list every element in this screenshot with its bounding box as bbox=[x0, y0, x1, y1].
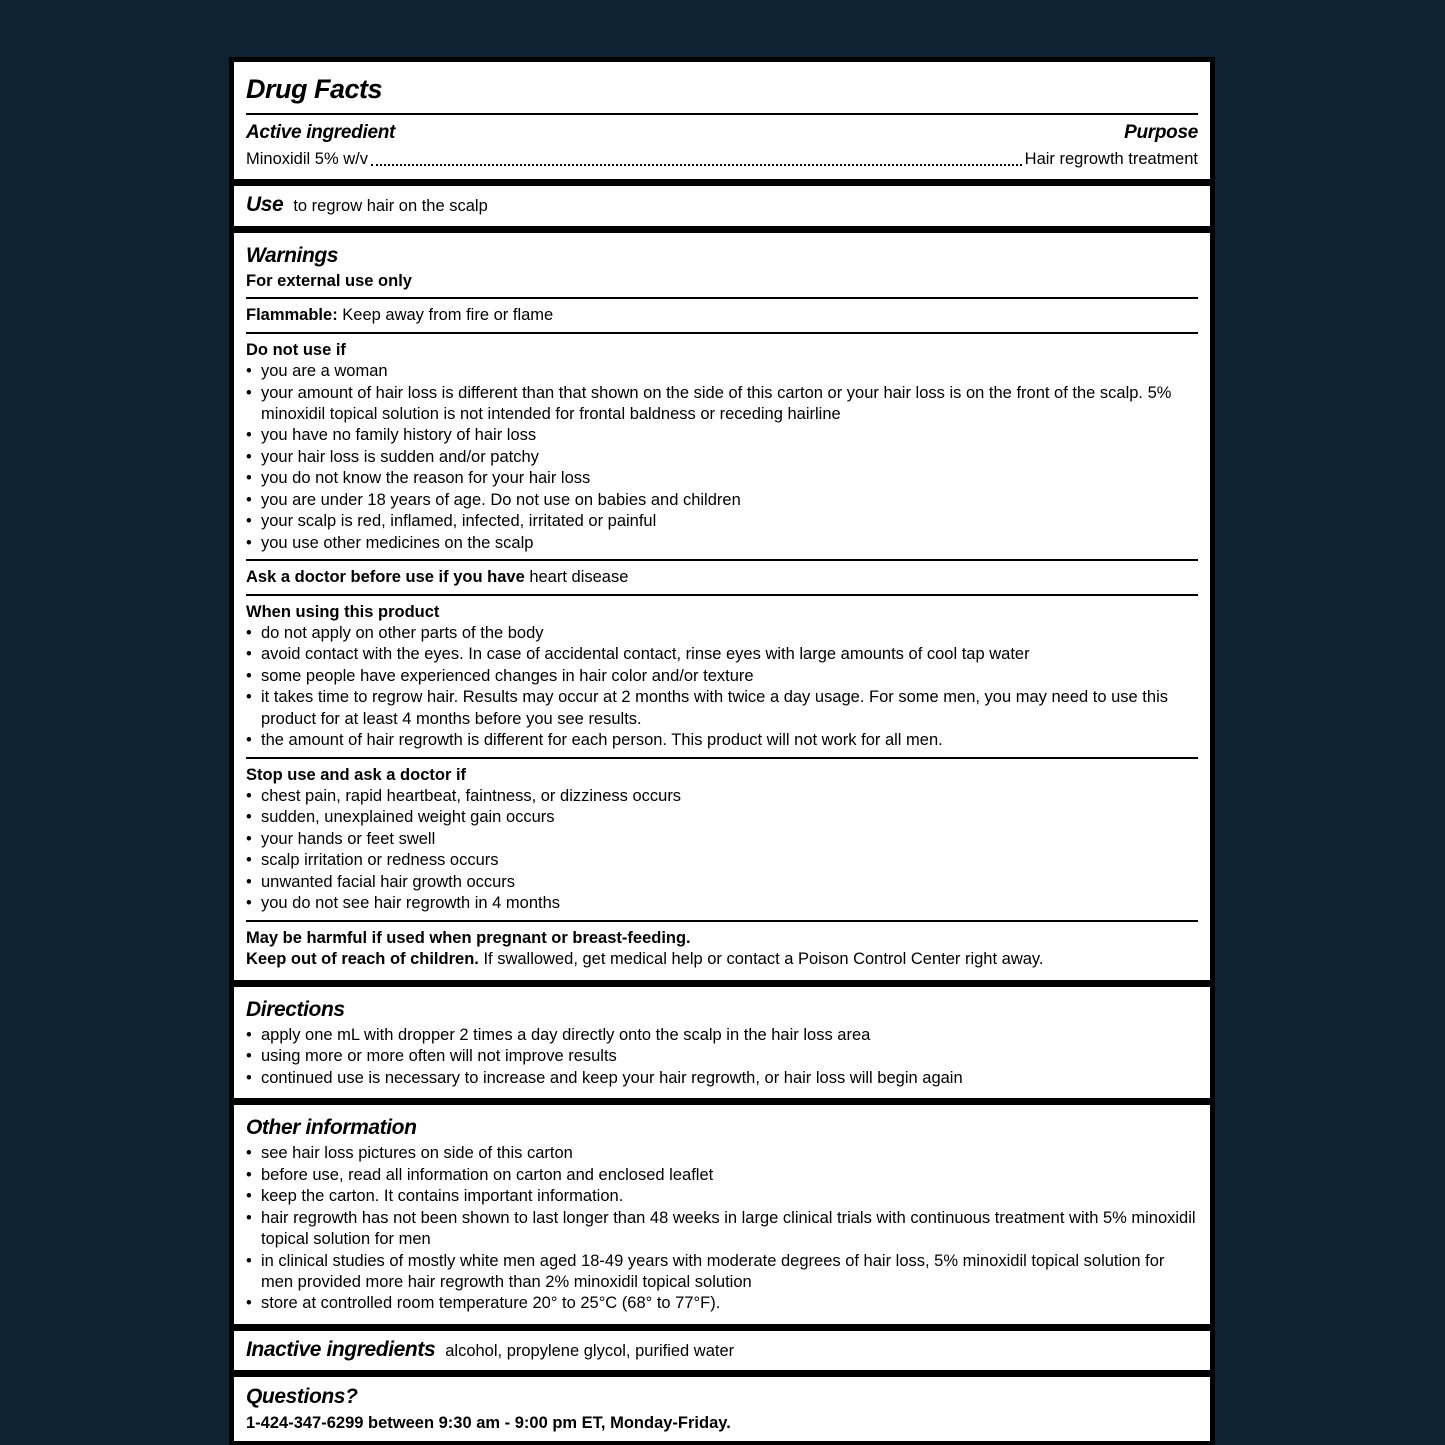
bullet-icon: • bbox=[246, 666, 252, 685]
bullet-text: do not apply on other parts of the body bbox=[261, 623, 544, 642]
bullet-text: apply one mL with dropper 2 times a day directly onto the scalp in the hair loss area bbox=[261, 1025, 871, 1044]
bullet-item bbox=[246, 447, 1198, 468]
flammable-text: Keep away from fire or flame bbox=[337, 306, 554, 325]
use-heading: Use bbox=[246, 193, 284, 217]
keep-out-text: If swallowed, get medical help or contact a Poison Control Center right away. bbox=[478, 950, 1044, 969]
bullet-icon: • bbox=[246, 447, 252, 466]
bullet-item bbox=[246, 786, 1198, 807]
bullet-text: you do not know the reason for your hair loss bbox=[261, 469, 591, 488]
questions-phone-line: 1-424-347-6299 between 9:30 am - 9:00 pm ET, Monday-Friday. bbox=[246, 1413, 731, 1432]
bullet-icon: • bbox=[246, 1294, 252, 1313]
bullet-icon: • bbox=[246, 533, 252, 552]
divider bbox=[246, 559, 1198, 561]
bullet-text: sudden, unexplained weight gain occurs bbox=[261, 808, 555, 827]
inactive-ingredients-text: alcohol, propylene glycol, purified water bbox=[445, 1341, 735, 1360]
flammable-label: Flammable: bbox=[246, 306, 338, 325]
questions-heading: Questions? bbox=[246, 1385, 358, 1409]
bullet-text: hair regrowth has not been shown to last longer than 48 weeks in large clinical trials with continuous treatment with 5% minoxidil topical solution for men bbox=[261, 1208, 1196, 1249]
divider bbox=[246, 757, 1198, 759]
bullet-icon: • bbox=[246, 731, 252, 750]
ask-doctor-text: heart disease bbox=[524, 568, 629, 587]
bullet-text: using more or more often will not improve results bbox=[261, 1047, 617, 1066]
bullet-item bbox=[246, 533, 1198, 554]
purpose-value: Hair regrowth treatment bbox=[1024, 149, 1198, 168]
bullet-text: scalp irritation or redness occurs bbox=[261, 851, 499, 870]
bullet-icon: • bbox=[246, 787, 252, 805]
bullet-icon: • bbox=[246, 469, 252, 488]
bullet-text: keep the carton. It contains important information. bbox=[261, 1187, 624, 1206]
divider bbox=[246, 920, 1198, 922]
bullet-icon: • bbox=[246, 1251, 252, 1270]
bullet-icon: • bbox=[246, 383, 252, 402]
bullet-text: you do not see hair regrowth in 4 months bbox=[261, 894, 561, 913]
panel-other-information bbox=[234, 1105, 1210, 1324]
bullet-text: your hair loss is sudden and/or patchy bbox=[261, 447, 539, 466]
active-ingredient-row bbox=[246, 149, 1198, 170]
bullet-icon: • bbox=[246, 851, 252, 870]
bullet-icon: • bbox=[246, 1068, 252, 1087]
external-use-line: For external use only bbox=[246, 271, 412, 290]
directions-heading: Directions bbox=[246, 997, 345, 1021]
bullet-text: your amount of hair loss is different than that shown on the side of this carton or your hair loss is on the front of the scalp. 5% minoxidil topical solution is not intended for frontal baldness or receding hairline bbox=[261, 383, 1172, 423]
ask-doctor-label: Ask a doctor before use if you have bbox=[246, 568, 525, 587]
keep-out-label: Keep out of reach of children. bbox=[246, 950, 479, 969]
when-using-list bbox=[246, 623, 1198, 752]
panel-inactive-ingredients bbox=[234, 1331, 1210, 1370]
do-not-use-heading: Do not use if bbox=[246, 340, 346, 359]
stop-use-list bbox=[246, 786, 1198, 915]
bullet-icon: • bbox=[246, 512, 252, 531]
bullet-item bbox=[246, 829, 1198, 850]
bullet-text: continued use is necessary to increase and keep your hair regrowth, or hair loss will begin again bbox=[261, 1068, 963, 1087]
bullet-item bbox=[246, 850, 1198, 871]
bullet-item bbox=[246, 623, 1198, 644]
bullet-text: it takes time to regrow hair. Results may occur at 2 months with twice a day usage. For some men, you may need to use this product for at least 4 months before you see results. bbox=[261, 688, 1168, 728]
divider bbox=[246, 113, 1198, 115]
panel-questions bbox=[234, 1377, 1210, 1441]
bullet-item bbox=[246, 730, 1198, 751]
bullet-text: some people have experienced changes in hair color and/or texture bbox=[261, 666, 754, 685]
inactive-ingredients-row bbox=[246, 1336, 1198, 1363]
bullet-item bbox=[246, 1186, 1198, 1207]
other-information-heading: Other information bbox=[246, 1116, 417, 1140]
warnings-heading: Warnings bbox=[246, 243, 339, 267]
when-using-heading: When using this product bbox=[246, 602, 440, 621]
bullet-item bbox=[246, 893, 1198, 914]
bullet-icon: • bbox=[246, 426, 252, 445]
drug-facts-title: Drug Facts bbox=[246, 74, 383, 104]
bullet-text: you are under 18 years of age. Do not use on babies and children bbox=[261, 490, 741, 509]
bullet-item bbox=[246, 1208, 1198, 1251]
bullet-item bbox=[246, 425, 1198, 446]
other-information-list bbox=[246, 1143, 1198, 1315]
active-ingredient-heading: Active ingredient bbox=[246, 122, 396, 144]
panel-use bbox=[234, 186, 1210, 225]
bullet-icon: • bbox=[246, 688, 252, 707]
bullet-item bbox=[246, 666, 1198, 687]
bullet-item bbox=[246, 687, 1198, 730]
bullet-icon: • bbox=[246, 623, 252, 642]
ask-doctor-line bbox=[246, 567, 1198, 588]
keep-out-line bbox=[246, 949, 1198, 970]
panel-active-ingredient bbox=[234, 62, 1210, 179]
bullet-icon: • bbox=[246, 1047, 252, 1066]
bullet-text: the amount of hair regrowth is different for each person. This product will not work for all men. bbox=[261, 731, 943, 750]
panel-directions bbox=[234, 987, 1210, 1099]
bullet-icon: • bbox=[246, 362, 252, 381]
bullet-text: unwanted facial hair growth occurs bbox=[261, 872, 516, 891]
bullet-icon: • bbox=[246, 1025, 252, 1044]
bullet-icon: • bbox=[246, 829, 252, 848]
bullet-icon: • bbox=[246, 645, 252, 664]
bullet-item bbox=[246, 1165, 1198, 1186]
bullet-icon: • bbox=[246, 490, 252, 509]
bullet-icon: • bbox=[246, 894, 252, 913]
drug-facts-label bbox=[229, 57, 1215, 1445]
bullet-icon: • bbox=[246, 1187, 252, 1206]
harmful-line: May be harmful if used when pregnant or breast-feeding. bbox=[246, 928, 691, 947]
bullet-item bbox=[246, 468, 1198, 489]
bullet-text: store at controlled room temperature 20° to 25°C (68° to 77°F). bbox=[261, 1294, 721, 1313]
divider bbox=[246, 332, 1198, 334]
active-ingredient-value: Minoxidil 5% w/v bbox=[246, 149, 368, 168]
bullet-item bbox=[246, 872, 1198, 893]
bullet-item bbox=[246, 1046, 1198, 1067]
bullet-text: in clinical studies of mostly white men aged 18-49 years with moderate degrees of hair loss, 5% minoxidil topical solution for men provided more hair regrowth than 2% minoxidil topical solution bbox=[261, 1251, 1165, 1292]
panel-warnings bbox=[234, 233, 1210, 980]
stop-use-heading: Stop use and ask a doctor if bbox=[246, 765, 467, 784]
bullet-item bbox=[246, 511, 1198, 532]
bullet-item bbox=[246, 1143, 1198, 1164]
bullet-text: your hands or feet swell bbox=[261, 829, 436, 848]
do-not-use-list bbox=[246, 361, 1198, 554]
divider bbox=[246, 594, 1198, 596]
bullet-item bbox=[246, 1251, 1198, 1294]
bullet-item bbox=[246, 644, 1198, 665]
bullet-icon: • bbox=[246, 1208, 252, 1227]
bullet-text: before use, read all information on carton and enclosed leaflet bbox=[261, 1165, 714, 1184]
bullet-text: avoid contact with the eyes. In case of accidental contact, rinse eyes with large amounts of cool tap water bbox=[261, 645, 1030, 664]
dot-leader bbox=[371, 164, 1022, 166]
bullet-icon: • bbox=[246, 808, 252, 827]
use-text: to regrow hair on the scalp bbox=[293, 197, 488, 216]
bullet-item bbox=[246, 383, 1198, 426]
bullet-text: you are a woman bbox=[261, 362, 388, 381]
bullet-item bbox=[246, 807, 1198, 828]
bullet-item bbox=[246, 1025, 1198, 1046]
directions-list bbox=[246, 1025, 1198, 1089]
purpose-heading: Purpose bbox=[1124, 122, 1198, 144]
inactive-ingredients-heading: Inactive ingredients bbox=[246, 1337, 436, 1361]
bullet-text: you have no family history of hair loss bbox=[261, 426, 537, 445]
bullet-icon: • bbox=[246, 1144, 252, 1163]
flammable-line bbox=[246, 305, 1198, 326]
bullet-item bbox=[246, 1293, 1198, 1314]
use-row bbox=[246, 191, 1198, 218]
column-headings-row bbox=[246, 121, 1198, 146]
bullet-icon: • bbox=[246, 872, 252, 891]
bullet-text: chest pain, rapid heartbeat, faintness, or dizziness occurs bbox=[261, 787, 682, 805]
bullet-item bbox=[246, 490, 1198, 511]
bullet-item bbox=[246, 1068, 1198, 1089]
bullet-item bbox=[246, 361, 1198, 382]
bullet-text: your scalp is red, inflamed, infected, irritated or painful bbox=[261, 512, 657, 531]
bullet-icon: • bbox=[246, 1165, 252, 1184]
divider bbox=[246, 297, 1198, 299]
bullet-text: see hair loss pictures on side of this carton bbox=[261, 1144, 573, 1163]
bullet-text: you use other medicines on the scalp bbox=[261, 533, 534, 552]
